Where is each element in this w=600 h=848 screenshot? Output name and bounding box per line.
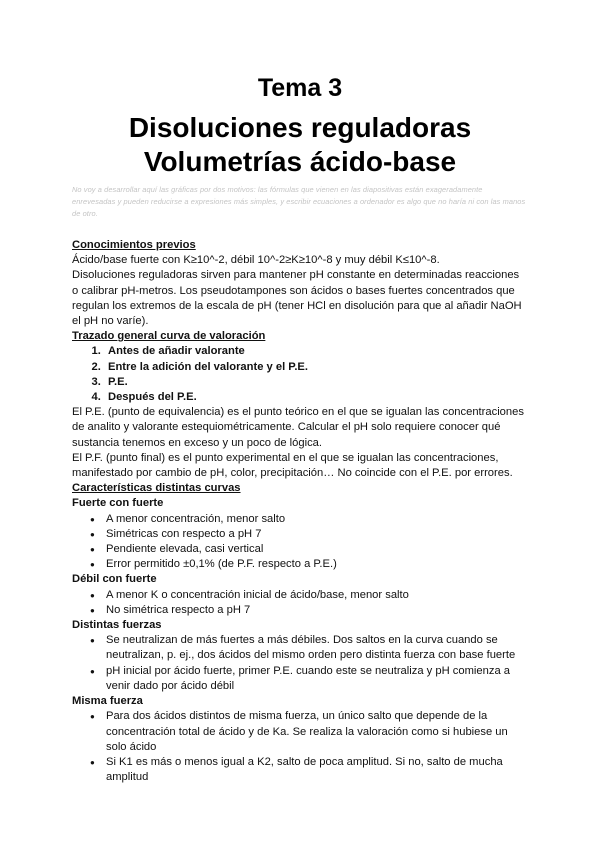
section-heading-curve-features: Características distintas curvas xyxy=(72,482,241,495)
subheading-same-strength: Misma fuerza xyxy=(72,695,143,708)
list-item: 3. P.E. xyxy=(104,375,528,390)
subheading-weak-strong: Débil con fuerte xyxy=(72,573,157,586)
bullet-list xyxy=(72,633,528,694)
section-heading-titration-curve: Trazado general curva de valoración xyxy=(72,330,266,343)
title-sub: Volumetrías ácido-base xyxy=(143,146,457,177)
list-item: ● Si K1 es más o menos igual a K2, salto de poca amplitud. Si no, salto de mucha amplitud xyxy=(106,755,528,785)
list-item: ● No simétrica respecto a pH 7 xyxy=(106,603,528,618)
subheading-strong-strong: Fuerte con fuerte xyxy=(72,497,164,510)
title-main: Disoluciones reguladoras xyxy=(128,112,472,143)
list-item: 2. Entre la adición del valorante y el P.E. xyxy=(104,360,528,375)
bullet-list xyxy=(72,512,528,573)
bullet-list xyxy=(72,588,528,618)
list-item: ● Simétricas con respecto a pH 7 xyxy=(106,527,528,542)
steps-list xyxy=(72,344,528,405)
list-item: ● pH inicial por ácido fuerte, primer P.E. cuando este se neutraliza y pH comienza a venir dado por ácido débil xyxy=(106,664,528,694)
paragraph: Disoluciones reguladoras sirven para mantener pH constante en determinadas reacciones o calibrar pH-metros. Los pseudotampones son ácidos o bases fuertes concentrados que regulan los extremos de la escala de pH (tener HCl en disolución para que al añadir NaOH el pH no varíe). xyxy=(72,269,522,328)
author-note: No voy a desarrollar aquí las gráficas por dos motivos: las fórmulas que vienen en las diapositivas están exageradamente enrevesadas y pueden reducirse a expresiones más simples, y escribir ecuaciones a ordenador es algo que no haría ni con las manos de otro. xyxy=(72,185,526,218)
list-item: ● A menor K o concentración inicial de ácido/base, menor salto xyxy=(106,588,528,603)
list-item: 4. Después del P.E. xyxy=(104,390,528,405)
list-item: ● Para dos ácidos distintos de misma fuerza, un único salto que depende de la concentración total de ácido y de Ka. Se realiza la valoración como si hubiese un solo ácido xyxy=(106,709,528,755)
paragraph: El P.E. (punto de equivalencia) es el punto teórico en el que se igualan las concentraciones de analito y valorante estequiométricamente. Calcular el pH solo requiere conocer qué sustancia tenemos en exceso y un poco de lógica. xyxy=(72,406,524,449)
section-heading-previous-knowledge: Conocimientos previos xyxy=(72,239,196,251)
list-item: ● Se neutralizan de más fuertes a más débiles. Dos saltos en la curva cuando se neutralizan, p. ej., dos ácidos del mismo orden pero distinta fuerza con base fuerte xyxy=(106,633,528,663)
bullet-list xyxy=(72,709,528,785)
list-item: ● A menor concentración, menor salto xyxy=(106,512,528,527)
paragraph: El P.F. (punto final) es el punto experimental en el que se igualan las concentraciones, manifestado por cambio de pH, color, precipitación… No coincide con el P.E. por errores. xyxy=(72,451,513,480)
subheading-different-strengths: Distintas fuerzas xyxy=(72,619,162,632)
title-topic: Tema 3 xyxy=(257,74,343,102)
list-item: 1. Antes de añadir valorante xyxy=(104,344,528,359)
paragraph: Ácido/base fuerte con K≥10^-2, débil 10^-2≥K≥10^-8 y muy débil K≤10^-8. xyxy=(72,254,440,267)
title-block xyxy=(72,0,528,179)
list-item: ● Pendiente elevada, casi vertical xyxy=(106,542,528,557)
document-body xyxy=(72,238,528,785)
list-item: ● Error permitido ±0,1% (de P.F. respecto a P.E.) xyxy=(106,557,528,572)
